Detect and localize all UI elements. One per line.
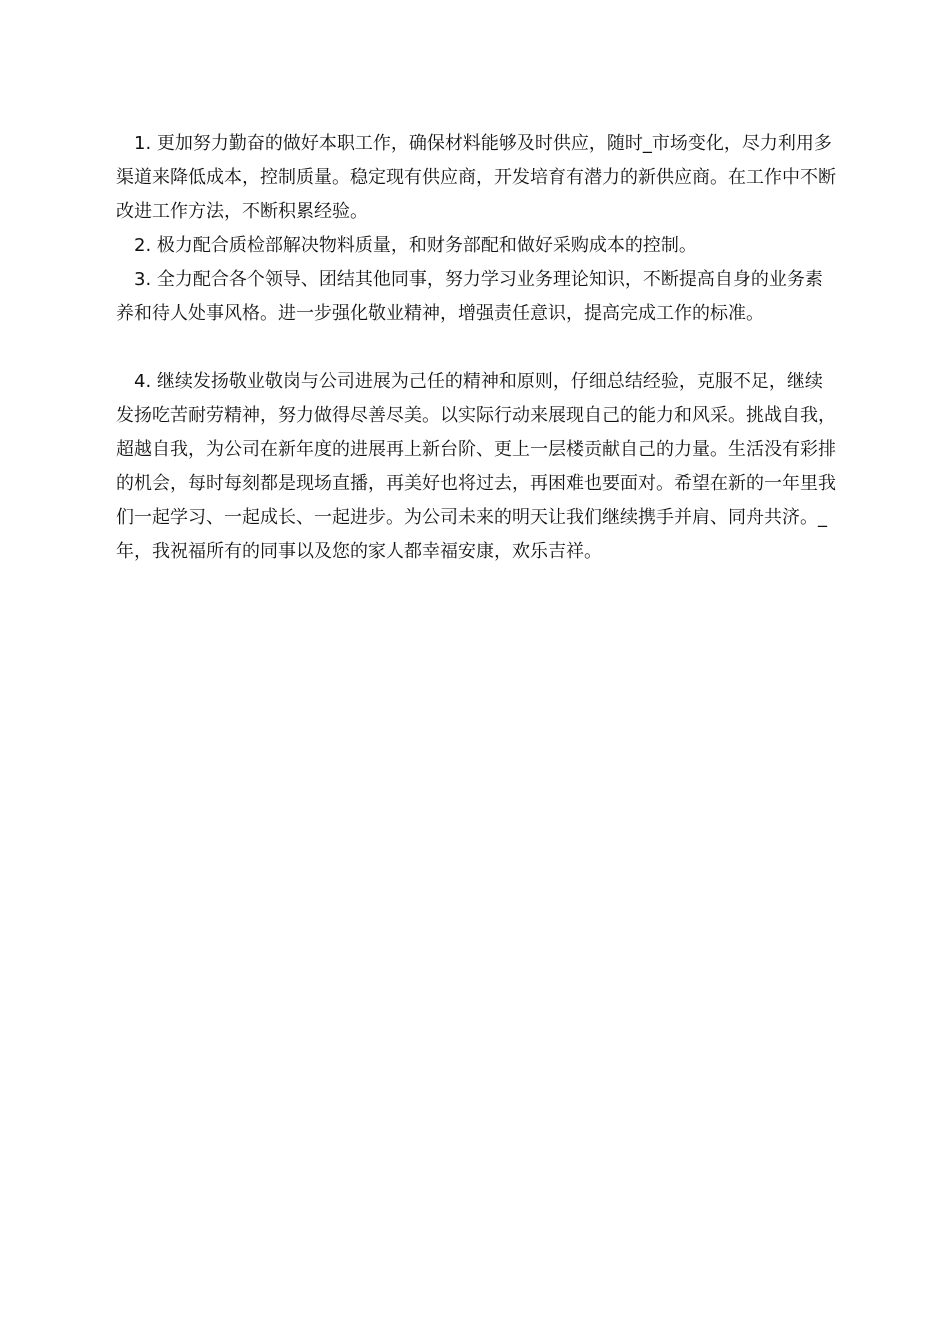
paragraph-2: 2. 极力配合质检部解决物料质量，和财务部配和做好采购成本的控制。 <box>134 235 697 256</box>
paragraph-3: 3. 全力配合各个领导、团结其他同事，努力学习业务理论知识，不断提高自身的业务素养和待人处事风格。进一步强化敬业精神，增强责任意识，提高完成工作的标准。 <box>116 269 823 324</box>
paragraph-4: 4. 继续发扬敬业敬岗与公司进展为己任的精神和原则，仔细总结经验，克服不足，继续发扬吃苦耐劳精神，努力做得尽善尽美。以实际行动来展现自己的能力和风采。挑战自我，超越自我，为公司在新年度的进展再上新台阶、更上一层楼贡献自己的力量。生活没有彩排的机会，每时每刻都是现场直播，再美好也将过去，再困难也要面对。希望在新的一年里我们一起学习、一起成长、一起进步。为公司未来的明天让我们继续携手并肩、同舟共济。_年，我祝福所有的同事以及您的家人都幸福安康，欢乐吉祥。 <box>116 371 836 562</box>
paragraph-1: 1. 更加努力勤奋的做好本职工作，确保材料能够及时供应，随时_市场变化，尽力利用多渠道来降低成本，控制质量。稳定现有供应商，开发培育有潜力的新供应商。在工作中不断改进工作方法，不断积累经验。 <box>116 133 836 222</box>
document-body <box>116 127 838 569</box>
